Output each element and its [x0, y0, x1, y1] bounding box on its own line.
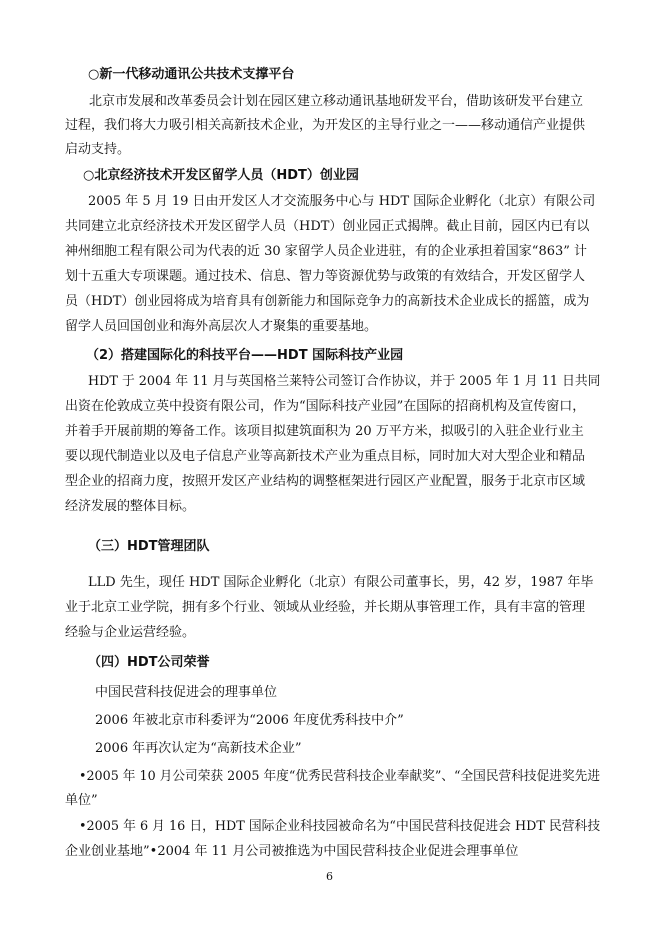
paragraph-line: 业于北京工业学院，拥有多个行业、领域从业经验，并长期从事管理工作，具有丰富的管理: [65, 600, 586, 615]
section-heading-mobile-platform: ○新一代移动通讯公共技术支撑平台: [88, 67, 295, 82]
paragraph-line: 神州细胞工程有限公司为代表的近 30 家留学人员企业进驻，有的企业承担着国家“863” 计: [65, 244, 588, 259]
honor-item: 中国民营科技促进会的理事单位: [95, 685, 278, 700]
paragraph-line: 并着手开展前期的筹备工作。该项目拟建筑面积为 20 万平方米，拟吸引的入驻企业行业主: [65, 424, 584, 439]
paragraph-line: 北京市发展和改革委员会计划在园区建立移动通讯基地研发平台，借助该研发平台建立: [89, 94, 584, 109]
paragraph-line: LLD 先生，现任 HDT 国际企业孵化（北京）有限公司董事长，男，42 岁，1987 年毕: [88, 575, 594, 590]
paragraph-line: 经济发展的整体目标。: [65, 499, 196, 514]
section-heading-management-team: （三）HDT管理团队: [88, 539, 210, 554]
paragraph-line: 型企业的招商力度，按照开发区产业结构的调整框架进行园区产业配置，服务于北京市区域: [65, 474, 586, 489]
paragraph-line: 2005 年 5 月 19 日由开发区人才交流服务中心与 HDT 国际企业孵化（北京）有限公司: [88, 194, 596, 209]
honor-item: •2005 年 6 月 16 日，HDT 国际企业科技园被命名为“中国民营科技促进会 HDT 民营科技: [79, 819, 601, 834]
page-number: 6: [326, 870, 333, 883]
honor-item: •2005 年 10 月公司荣获 2005 年度“优秀民营科技企业奉献奖”、“全国民营科技促进奖先进: [79, 769, 601, 784]
section-heading-company-honors: （四）HDT公司荣誉: [88, 655, 210, 670]
honor-item: 2006 年再次认定为“高新技术企业”: [95, 741, 302, 756]
paragraph-line: HDT 于 2004 年 11 月与英国格兰莱特公司签订合作协议，并于 2005 年 1 月 11 日共同: [88, 374, 601, 389]
honor-item-continuation: 企业创业基地”•2004 年 11 月公司被推选为中国民营科技企业促进会理事单位: [65, 844, 519, 859]
paragraph-line: 过程，我们将大力吸引相关高新技术企业，为开发区的主导行业之一——移动通信产业提供: [65, 118, 586, 133]
paragraph-line: 经验与企业运营经验。: [65, 625, 196, 640]
paragraph-line: 共同建立北京经济技术开发区留学人员（HDT）创业园正式揭牌。截止目前，园区内已有以: [65, 219, 590, 234]
honor-item: 2006 年被北京市科委评为“2006 年度优秀科技中介”: [95, 713, 404, 728]
paragraph-line: 留学人员回国创业和海外高层次人才聚集的重要基地。: [65, 319, 378, 334]
paragraph-line: 出资在伦敦成立英中投资有限公司，作为“国际科技产业园”在国际的招商机构及宣传窗口，: [65, 399, 586, 414]
section-heading-hdt-park: ○北京经济技术开发区留学人员（HDT）创业园: [83, 168, 359, 183]
section-heading-international-park: （2）搭建国际化的科技平台——HDT 国际科技产业园: [86, 348, 404, 363]
paragraph-line: 划十五重大专项课题。通过技术、信息、智力等资源优势与政策的有效结合，开发区留学人: [65, 269, 586, 284]
paragraph-line: 启动支持。: [65, 142, 131, 157]
paragraph-line: 要以现代制造业以及电子信息产业等高新技术产业为重点目标，同时加大对大型企业和精品: [65, 449, 586, 464]
honor-item-continuation: 单位”: [65, 793, 98, 808]
paragraph-line: 员（HDT）创业园将成为培育具有创新能力和国际竞争力的高新技术企业成长的摇篮，成为: [65, 294, 590, 309]
